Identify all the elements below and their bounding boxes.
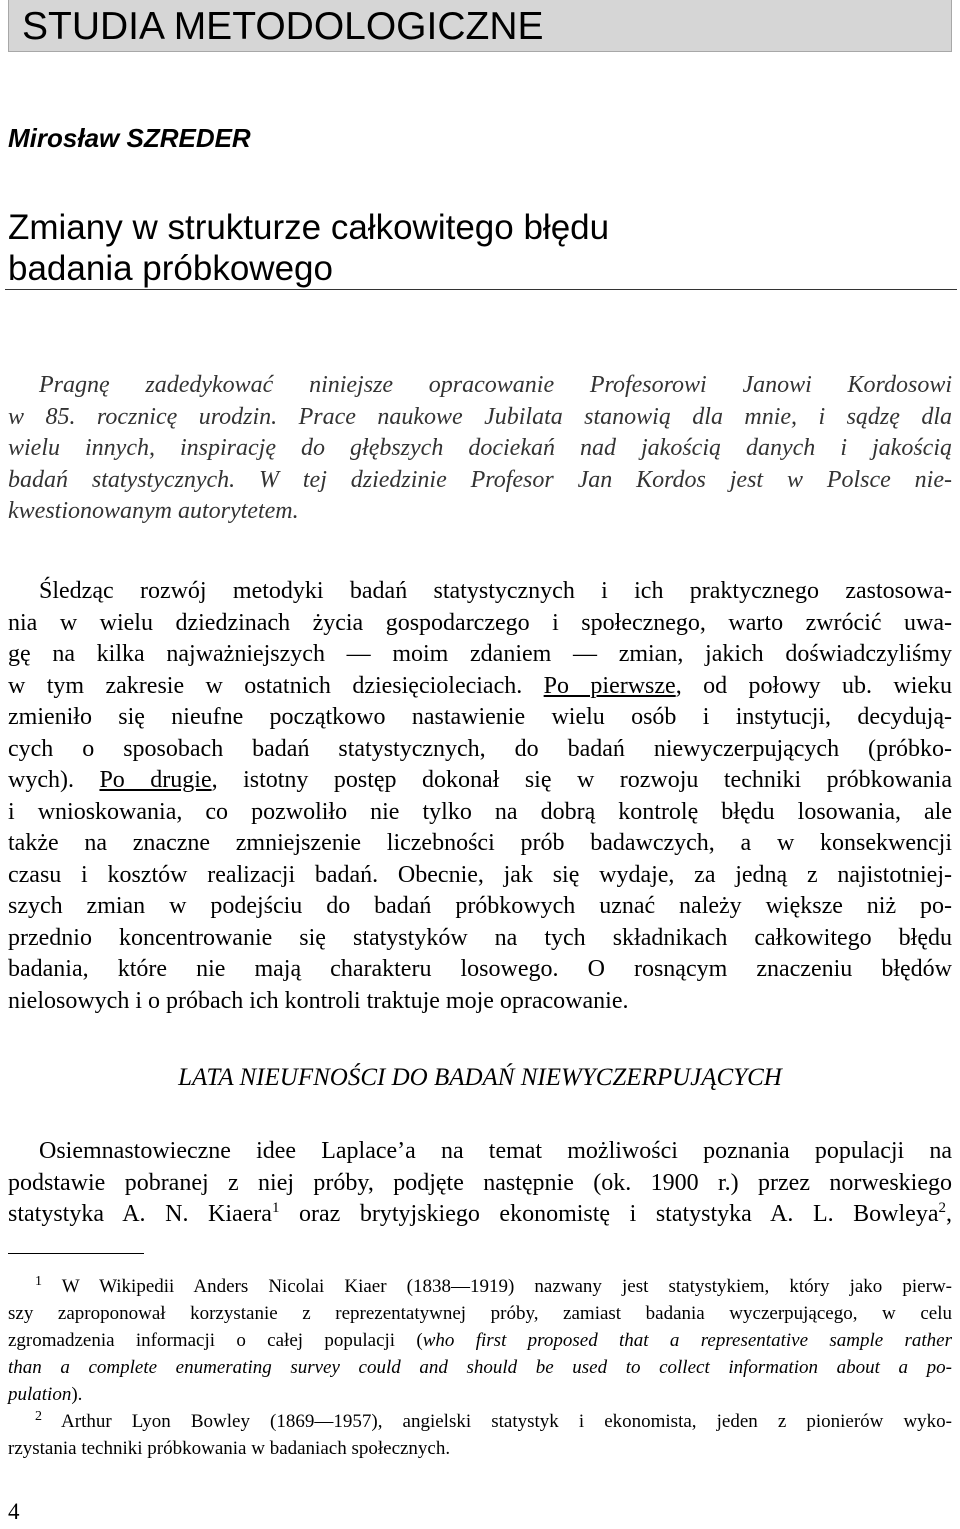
intro-text: , od połowy ub. wieku bbox=[675, 672, 953, 699]
intro-line: nia w wielu dziedzinach życia gospodarczego i społecznego, warto zwrócić uwa- bbox=[8, 609, 952, 636]
section-text: oraz brytyjskiego ekonomistę i statystyka A. L. Bowleya bbox=[279, 1201, 939, 1227]
footnote-quote: pulation bbox=[8, 1384, 72, 1405]
footnote-text: W Wikipedii Anders Nicolai Kiaer (1838—1919) nazwany jest statystykiem, który jako pierw- bbox=[42, 1276, 952, 1297]
footnote-1-line: szy zaproponował korzystanie z reprezentatywnej próby, zamiast badania wyczerpującego, w celu bbox=[8, 1303, 952, 1324]
page-number: 4 bbox=[8, 1499, 20, 1524]
article-title-line-1: Zmiany w strukturze całkowitego błędu bbox=[8, 208, 610, 247]
intro-line: czasu i kosztów realizacji badań. Obecnie, jak się wydaje, za jedną z najistotniej- bbox=[8, 861, 952, 888]
dedication-paragraph bbox=[8, 370, 952, 528]
dedication-line: Pragnę zadedykować niniejsze opracowanie Profesorowi Janowi Kordosowi bbox=[39, 372, 952, 398]
intro-line: badania, które nie mają charakteru losowego. O rosnącym znaczeniu błędów bbox=[8, 956, 952, 982]
intro-line: gę na kilka najważniejszych — moim zdaniem — zmian, jakich doświadczyliśmy bbox=[8, 641, 952, 667]
intro-line: także na znaczne zmniejszenie liczebności prób badawczych, a w konsekwencji bbox=[8, 830, 952, 856]
title-divider bbox=[5, 289, 957, 290]
dedication-line: wielu innych, inspirację do głębszych dociekań nad jakością danych i jakością bbox=[8, 435, 952, 461]
footnote-text: ). bbox=[71, 1384, 83, 1405]
intro-line: zmieniło się nieufne początkowo nastawienie wielu osób i instytucji, decydują- bbox=[8, 704, 952, 730]
intro-line: przednio koncentrowanie się statystyków na tych składnikach całkowitego błędu bbox=[8, 924, 952, 951]
intro-line: nielosowych i o próbach ich kontroli traktuje moje opracowanie. bbox=[8, 987, 629, 1014]
intro-line: cych o sposobach badań statystycznych, do badań niewyczerpujących (próbko- bbox=[8, 735, 952, 762]
footnote-1-line bbox=[8, 1327, 952, 1354]
author-name: Mirosław SZREDER bbox=[8, 123, 251, 153]
dedication-line: kwestionowanym autorytetem. bbox=[8, 498, 299, 524]
section-header-title: STUDIA METODOLOGICZNE bbox=[22, 5, 544, 48]
section-text: , bbox=[946, 1201, 952, 1227]
intro-line bbox=[8, 765, 952, 797]
footnote-text: Arthur Lyon Bowley (1869—1957), angielski statystyk i ekonomista, jeden z pionierów wyko- bbox=[42, 1411, 952, 1432]
section-line: podstawie pobranej z niej próby, podjęte następnie (ok. 1900 r.) przez norweskiego bbox=[8, 1169, 952, 1196]
section-text: statystyka A. N. Kiaera bbox=[8, 1201, 272, 1227]
intro-line: szych zmian w podejściu do badań próbkowych uznać należy większe niż po- bbox=[8, 893, 952, 919]
emphasis-second: Po drugie bbox=[99, 767, 212, 793]
footnote-text: zgromadzenia informacji o całej populacji ( bbox=[8, 1330, 423, 1351]
intro-text: wych). bbox=[8, 767, 100, 793]
footnote-1-line bbox=[8, 1273, 952, 1300]
intro-paragraph bbox=[8, 576, 952, 1017]
section-paragraph bbox=[8, 1136, 952, 1231]
footnote-2-line bbox=[8, 1408, 952, 1435]
intro-text: , istotny postęp dokonał się w rozwoju techniki próbkowania bbox=[211, 767, 952, 793]
footnote-separator bbox=[8, 1253, 144, 1254]
footnote-2-number: 2 bbox=[35, 1409, 42, 1424]
intro-line: i wnioskowania, co pozwoliło nie tylko na dobrą kontrolę błędu losowania, ale bbox=[8, 798, 952, 825]
footnote-quote: who first proposed that a representative sample rather bbox=[422, 1330, 952, 1351]
article-title bbox=[8, 207, 952, 289]
footnote-1-number: 1 bbox=[35, 1274, 42, 1289]
intro-text: w tym zakresie w ostatnich dziesięcioleciach. bbox=[8, 672, 544, 699]
intro-line: Śledząc rozwój metodyki badań statystycznych i ich praktycznego zastosowa- bbox=[39, 578, 952, 604]
emphasis-first: Po pierwsze bbox=[543, 672, 676, 699]
section-line bbox=[8, 1199, 952, 1231]
section-line: Osiemnastowieczne idee Laplace’a na temat możliwości poznania populacji na bbox=[39, 1138, 952, 1164]
section-heading: LATA NIEUFNOŚCI DO BADAŃ NIEWYCZERPUJĄCYCH bbox=[178, 1064, 782, 1091]
footnote-ref-1[interactable]: 1 bbox=[271, 1200, 280, 1216]
footnote-1-line: than a complete enumerating survey could and should be used to collect information about a po- bbox=[8, 1357, 952, 1378]
article-title-line-2: badania próbkowego bbox=[8, 249, 333, 288]
intro-line bbox=[8, 671, 952, 703]
section-header-bar bbox=[8, 0, 952, 52]
footnote-ref-2[interactable]: 2 bbox=[938, 1200, 946, 1216]
dedication-line: w 85. rocznicę urodzin. Prace naukowe Jubilata stanowią dla mnie, i sądzę dla bbox=[8, 403, 952, 430]
dedication-line: badań statystycznych. W tej dziedzinie Profesor Jan Kordos jest w Polsce nie- bbox=[8, 466, 952, 493]
footnotes bbox=[8, 1273, 952, 1462]
footnote-1-line bbox=[8, 1381, 952, 1408]
footnote-2-line: rzystania techniki próbkowania w badaniach społecznych. bbox=[8, 1438, 451, 1459]
